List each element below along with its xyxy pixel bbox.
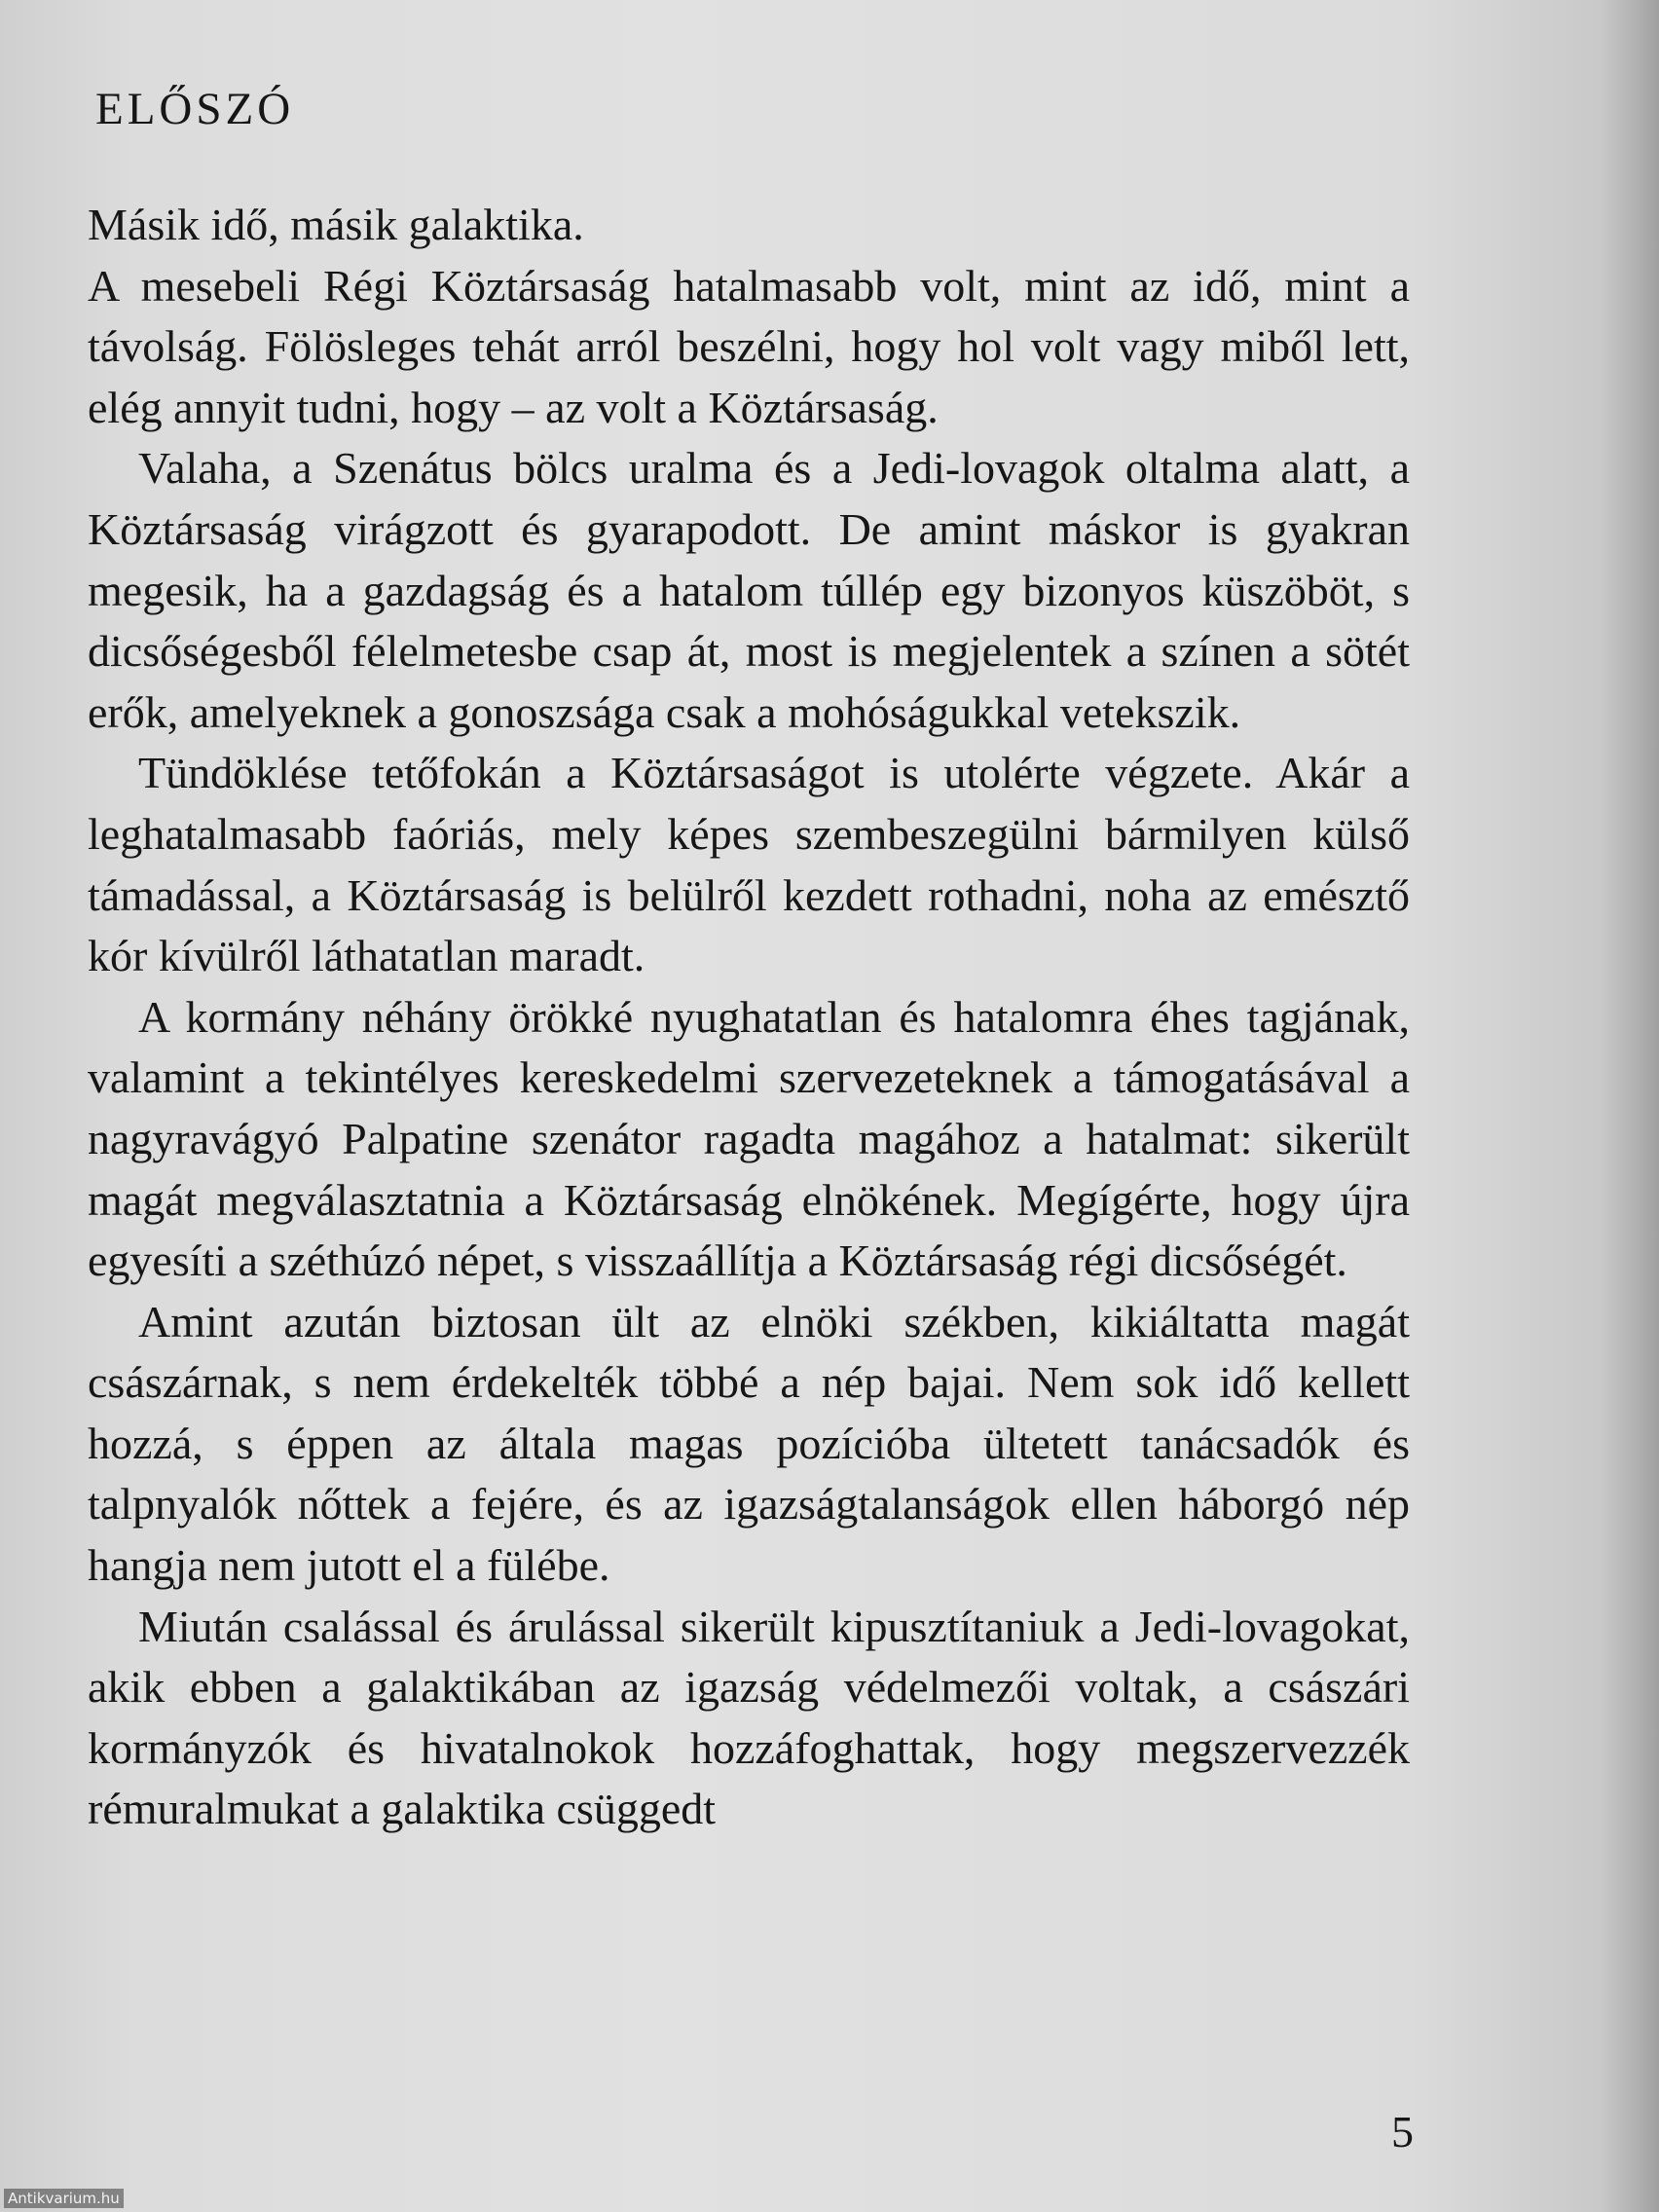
paragraph-5: A kormány néhány örökké nyughatatlan és hatalomra éhes tagjának, valamint a tekintélyes kereskedelmi szervezeteknek a támogatásával a nagyravágyó Palpatine szenátor ragadta magához a hatalmat: sikerült magát megválasztatnia a Köztársaság elnökének. Megígérte, hogy újra egyesíti a széthúzó népet, s visszaállítja a Köztársaság régi dicsőségét. — [88, 991, 1410, 1286]
paragraph-4: Tündöklése tetőfokán a Köztársaságot is utolérte végzete. Akár a leghatalmasabb faóriás, mely képes szembeszegülni bármilyen külső támadással, a Köztársaság is belülről kezdett rothadni, noha az emésztő kór kívülről láthatatlan maradt. — [88, 748, 1410, 981]
paragraph-2: A mesebeli Régi Köztársaság hatalmasabb volt, mint az idő, mint a távolság. Fölösleges tehát arról beszélni, hogy hol volt vagy miből lett, elég annyit tudni, hogy – az volt a Köztársaság. — [88, 260, 1410, 432]
page-gutter-shadow — [1601, 0, 1659, 2212]
paragraph-6: Amint azután biztosan ült az elnöki székben, kikiáltatta magát császárnak, s nem érdekelték többé a nép bajai. Nem sok idő kellett hozzá, s éppen az általa magas pozícióba ültetett tanácsadók és talpnyalók nőttek a fejére, és az igazságtalanságok ellen háborgó nép hangja nem jutott el a fülébe. — [88, 1296, 1410, 1591]
paragraph-1: Másik idő, másik galaktika. — [88, 200, 584, 249]
page-number: 5 — [1391, 2107, 1414, 2157]
paragraph-7: Miután csalással és árulással sikerült kipusztítaniuk a Jedi-lovagokat, akik ebben a galaktikában az igazság védelmezői voltak, a császári kormányzók és hivatalnokok hozzáfoghattak, hogy megszervezzék rémuralmukat a galaktika csüggedt — [88, 1601, 1410, 1834]
watermark: Antikvarium.hu — [4, 2189, 124, 2208]
body-text — [88, 195, 1410, 1840]
chapter-heading: ELŐSZÓ — [95, 84, 295, 134]
paragraph-3: Valaha, a Szenátus bölcs uralma és a Jedi-lovagok oltalma alatt, a Köztársaság virágzott és gyarapodott. De amint máskor is gyakran megesik, ha a gazdagság és a hatalom túllép egy bizonyos küszöböt, s dicsőségesből félelmetesbe csap át, most is megjelentek a színen a sötét erők, amelyeknek a gonoszsága csak a mohóságukkal vetekszik. — [88, 443, 1410, 737]
